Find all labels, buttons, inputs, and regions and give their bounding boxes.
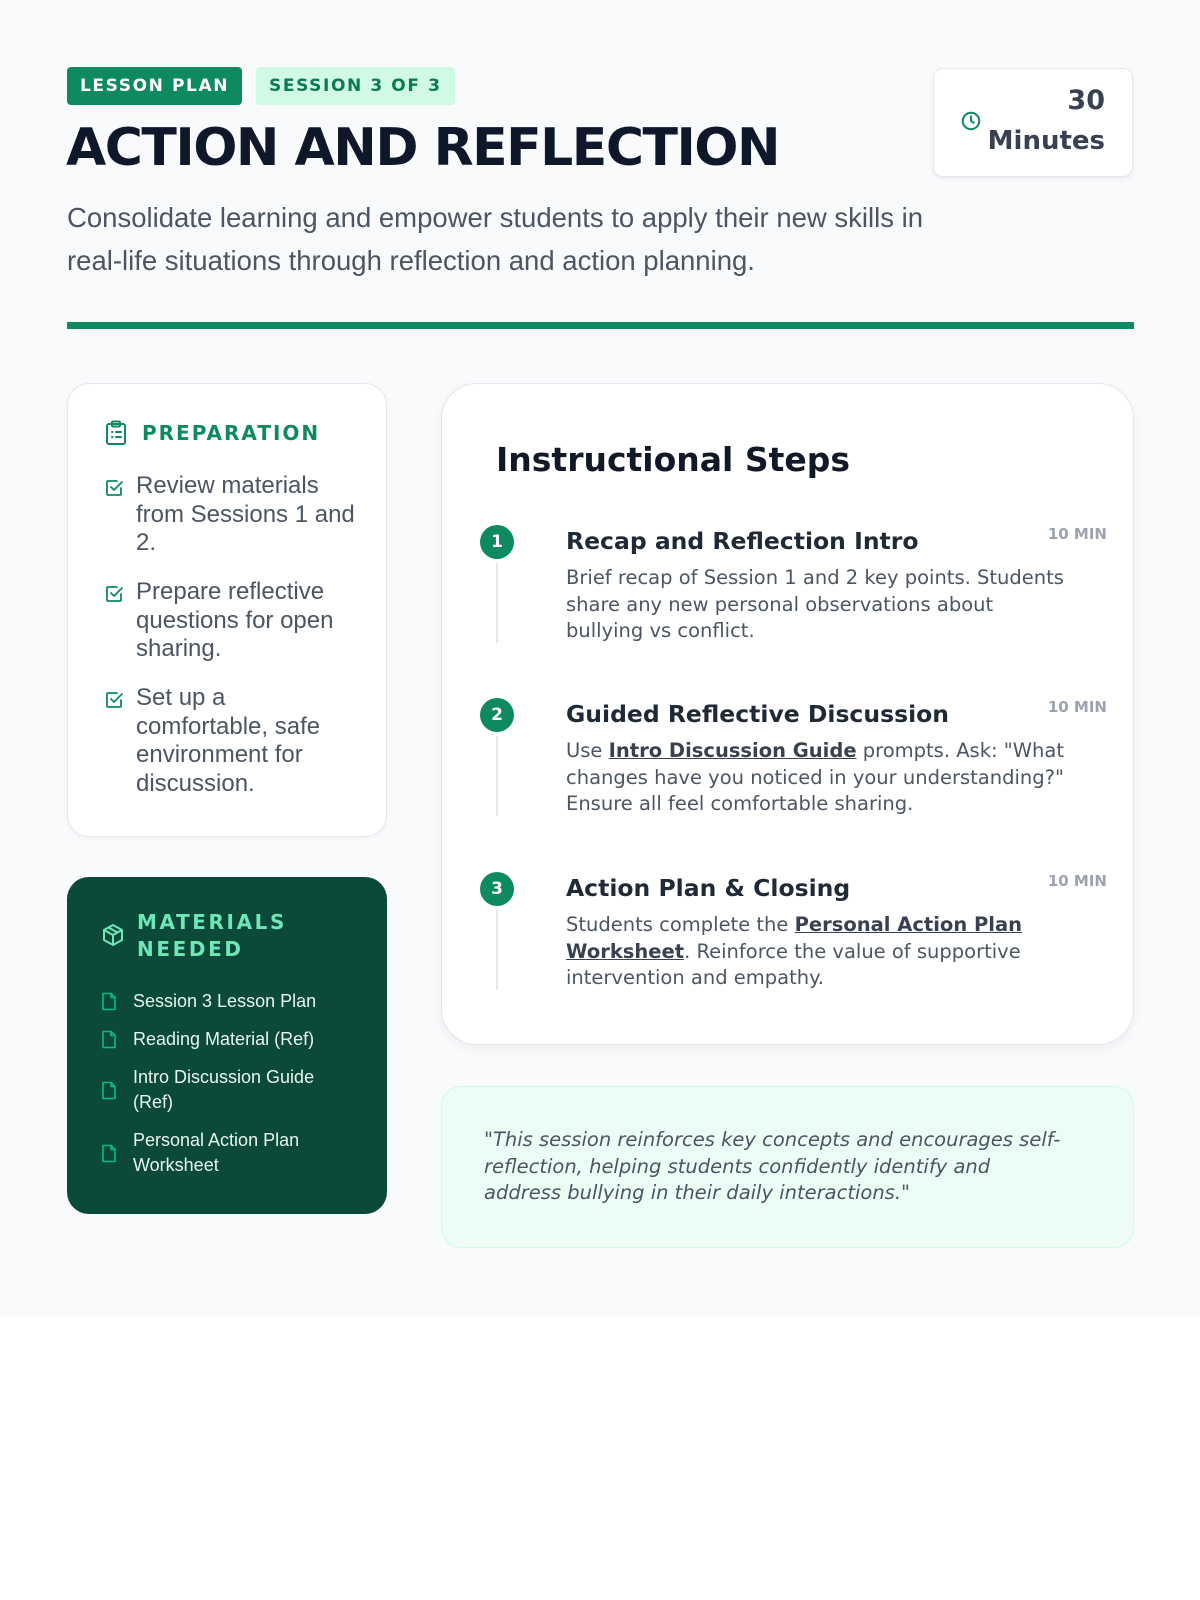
checkbox-checked-icon bbox=[104, 478, 124, 498]
step-duration: 10 MIN bbox=[1047, 525, 1107, 543]
preparation-header bbox=[104, 420, 320, 446]
step-item bbox=[480, 525, 1120, 655]
material-item-label: Session 3 Lesson Plan bbox=[133, 991, 317, 1011]
preparation-item bbox=[104, 578, 356, 664]
file-icon bbox=[101, 1144, 117, 1163]
steps-heading: Instructional Steps bbox=[496, 440, 851, 479]
lesson-plan-badge: LESSON PLAN bbox=[67, 67, 242, 105]
file-icon bbox=[101, 1081, 117, 1100]
duration-number: 30 bbox=[1067, 85, 1105, 116]
step-title: Guided Reflective Discussion bbox=[566, 700, 949, 728]
preparation-item bbox=[104, 684, 356, 798]
package-icon bbox=[101, 923, 125, 947]
material-item-label: Reading Material (Ref) bbox=[133, 1029, 315, 1049]
step-description-text: Use bbox=[566, 739, 609, 762]
checkbox-checked-icon bbox=[104, 584, 124, 604]
duration-unit: Minutes bbox=[987, 126, 1105, 156]
step-description: Brief recap of Session 1 and 2 key points. Students share any new personal observations about bullying vs conflict. bbox=[566, 566, 1064, 642]
material-item-label: Intro Discussion Guide (Ref) bbox=[133, 1067, 315, 1112]
preparation-card bbox=[67, 383, 387, 837]
step-number-badge: 2 bbox=[480, 698, 514, 732]
badge-row bbox=[67, 67, 455, 105]
step-item bbox=[480, 698, 1120, 828]
step-title: Action Plan & Closing bbox=[566, 874, 851, 902]
duration-card bbox=[933, 68, 1133, 177]
checkbox-checked-icon bbox=[104, 690, 124, 710]
step-description bbox=[566, 738, 1066, 818]
file-icon bbox=[101, 992, 117, 1011]
preparation-heading: PREPARATION bbox=[142, 421, 321, 445]
materials-header bbox=[101, 909, 317, 963]
preparation-item-text: Prepare reflective questions for open sharing. bbox=[136, 578, 334, 662]
step-description bbox=[566, 912, 1066, 992]
preparation-item bbox=[104, 472, 356, 558]
session-summary-quote bbox=[441, 1086, 1134, 1248]
step-duration: 10 MIN bbox=[1047, 698, 1107, 716]
header-divider bbox=[67, 322, 1134, 329]
step-connector bbox=[496, 563, 498, 643]
material-item-label: Personal Action Plan Worksheet bbox=[133, 1130, 300, 1175]
session-badge: SESSION 3 OF 3 bbox=[256, 67, 454, 105]
step-description-text: . Reinforce the value of supportive intervention and empathy. bbox=[566, 939, 1021, 989]
step-description-text: prompts. Ask: "What changes have you noticed in your understanding?" Ensure all feel comfortable sharing. bbox=[566, 739, 1064, 815]
step-duration: 10 MIN bbox=[1047, 872, 1107, 890]
step-number-badge: 1 bbox=[480, 525, 514, 559]
page-subtitle: Consolidate learning and empower students to apply their new skills in real-life situations through reflection and action planning. bbox=[67, 202, 924, 276]
clock-icon bbox=[960, 110, 982, 132]
materials-card bbox=[67, 877, 387, 1214]
page-title: ACTION AND REFLECTION bbox=[66, 118, 780, 178]
preparation-item-text: Set up a comfortable, safe environment for discussion. bbox=[136, 684, 321, 797]
material-item[interactable] bbox=[101, 989, 333, 1014]
material-item[interactable] bbox=[101, 1128, 333, 1178]
file-icon bbox=[101, 1030, 117, 1049]
quote-text: "This session reinforces key concepts and encourages self-reflection, helping students confidently identify and address bullying in their daily interactions." bbox=[484, 1128, 1061, 1204]
preparation-item-text: Review materials from Sessions 1 and 2. bbox=[136, 472, 355, 556]
step-connector bbox=[496, 736, 498, 816]
materials-heading: MATERIALS NEEDED bbox=[137, 910, 288, 961]
instructional-steps-card bbox=[441, 383, 1134, 1045]
clipboard-icon bbox=[104, 420, 128, 446]
material-item[interactable] bbox=[101, 1027, 333, 1052]
step-number-badge: 3 bbox=[480, 872, 514, 906]
action-plan-worksheet-link[interactable]: Personal Action Plan Worksheet bbox=[566, 913, 1023, 963]
step-connector bbox=[496, 910, 498, 990]
step-title: Recap and Reflection Intro bbox=[566, 527, 919, 555]
material-item[interactable] bbox=[101, 1065, 333, 1115]
intro-discussion-guide-link[interactable]: Intro Discussion Guide bbox=[608, 739, 857, 762]
step-description-text: Students complete the bbox=[566, 913, 795, 936]
step-item bbox=[480, 872, 1120, 1002]
